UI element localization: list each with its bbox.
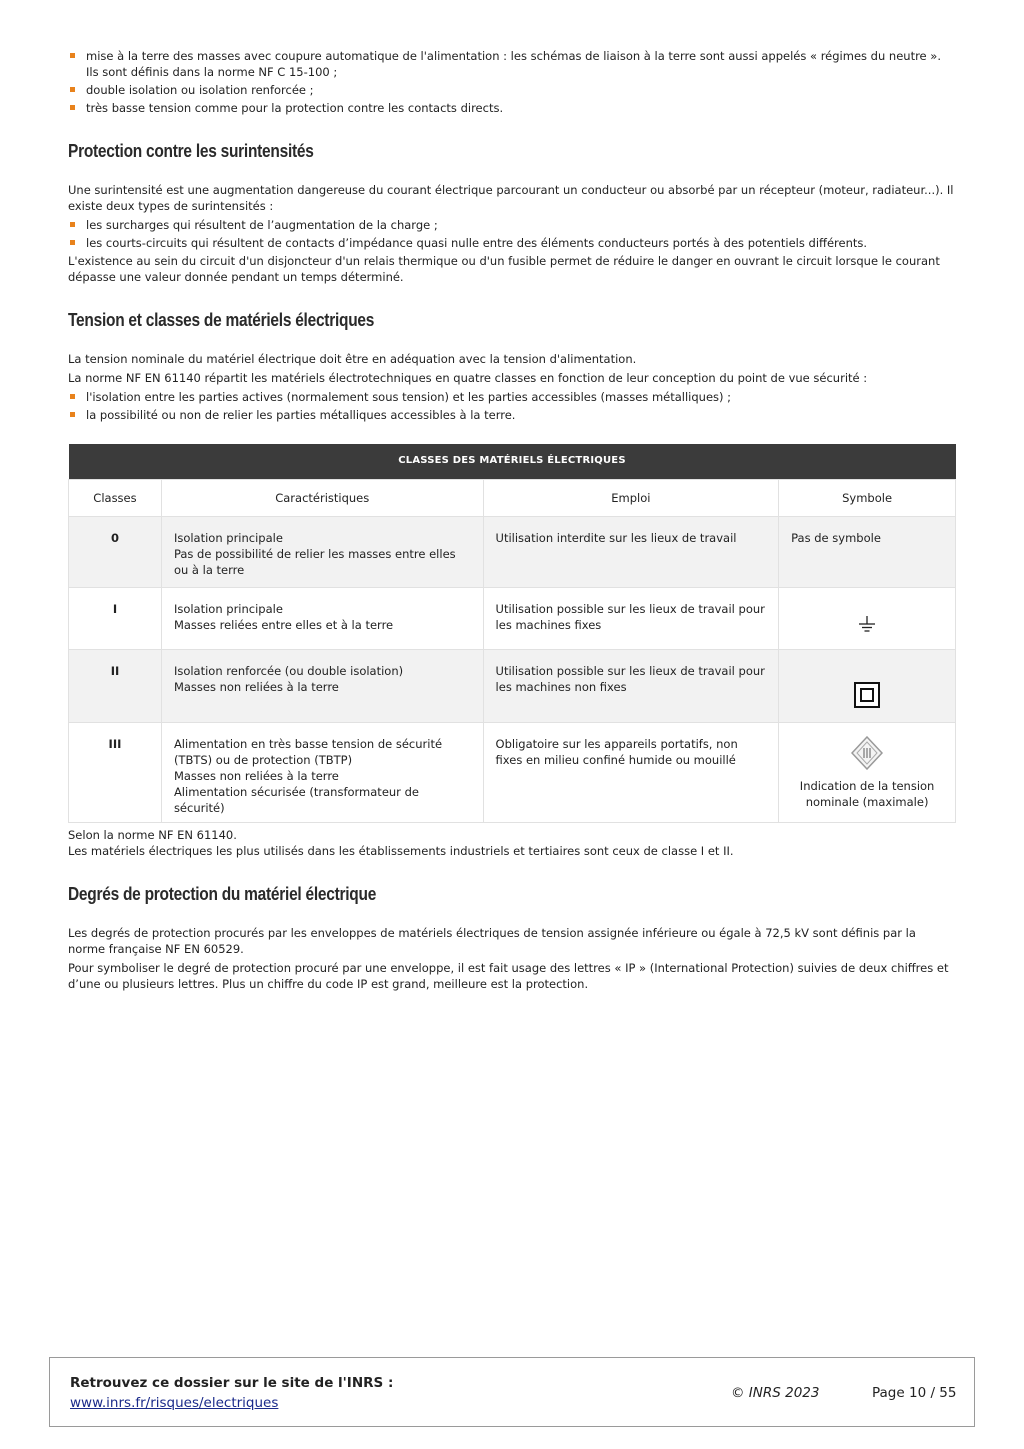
emploi-cell: Utilisation interdite sur les lieux de travail (483, 516, 779, 587)
table-row (69, 649, 956, 722)
table-caption: CLASSES DES MATÉRIELS ÉLECTRIQUES (69, 444, 956, 479)
table-row (69, 587, 956, 649)
list-item: mise à la terre des masses avec coupure automatique de l'alimentation : les schémas de liaison à la terre sont aussi appelés « régimes du neutre ». Ils sont définis dans la norme NF C 15-100 ; (68, 48, 956, 80)
footer-copyright: © INRS 2023 (731, 1385, 820, 1401)
list-item: la possibilité ou non de relier les parties métalliques accessibles à la terre. (68, 407, 956, 423)
section-heading-surintensites: Protection contre les surintensités (68, 141, 314, 161)
paragraph: La norme NF EN 61140 répartit les matériels électrotechniques en quatre classes en fonction de leur conception du point de vue sécurité : (68, 371, 868, 385)
bullet-square-icon (70, 222, 75, 227)
table-note: Les matériels électriques les plus utilisés dans les établissements industriels et tertiaires sont ceux de classe I et II. (68, 843, 734, 858)
class-cell: II (69, 649, 162, 722)
symbol-cell: Pas de symbole (779, 516, 956, 587)
table-header-row (69, 479, 956, 516)
bullet-square-icon (70, 394, 75, 399)
symbol-cell (779, 722, 956, 822)
column-header-symbole: Symbole (779, 479, 956, 516)
emploi-cell: Utilisation possible sur les lieux de travail pour les machines non fixes (483, 649, 779, 722)
class-cell: III (69, 722, 162, 822)
table-row (69, 722, 956, 822)
paragraph: Pour symboliser le degré de protection procuré par une enveloppe, il est fait usage des lettres « IP » (International Protection) suivies de deux chiffres et d’une ou plusieurs lettres. Plus un chiffre du code IP est grand, meilleure est la protection. (68, 960, 949, 991)
column-header-caracteristiques: Caractéristiques (161, 479, 483, 516)
caracteristiques-cell: Alimentation en très basse tension de sécurité (TBTS) ou de protection (TBTP) Masses non reliées à la terre Alimentation sécurisée (transformateur de sécurité) (161, 722, 483, 822)
table-row (69, 516, 956, 587)
symbol-caption: Indication de la tension nominale (maximale) (799, 779, 935, 809)
list-item: les courts-circuits qui résultent de contacts d’impédance quasi nulle entre des éléments conducteurs portés à des potentiels différents. (68, 235, 956, 251)
footer-link[interactable]: www.inrs.fr/risques/electriques (70, 1395, 279, 1411)
bullet-square-icon (70, 412, 75, 417)
list-item: très basse tension comme pour la protection contre les contacts directs. (68, 100, 956, 116)
surintensites-bullet-list (68, 217, 956, 251)
footer-title: Retrouvez ce dossier sur le site de l'INRS : (70, 1375, 394, 1391)
section-heading-degres: Degrés de protection du matériel électrique (68, 883, 377, 904)
classes-table (68, 444, 956, 823)
column-header-emploi: Emploi (483, 479, 779, 516)
symbol-cell (779, 649, 956, 722)
bullet-square-icon (70, 240, 75, 245)
list-item: les surcharges qui résultent de l’augmentation de la charge ; (68, 217, 956, 233)
emploi-cell: Utilisation possible sur les lieux de travail pour les machines fixes (483, 587, 779, 649)
tension-bullet-list (68, 389, 956, 423)
column-header-classes: Classes (69, 479, 162, 516)
paragraph: Les degrés de protection procurés par les enveloppes de matériels électriques de tension assignée inférieure ou égale à 72,5 kV sont définis par la norme française NF EN 60529. (68, 925, 916, 956)
document-body (68, 48, 956, 995)
caracteristiques-cell: Isolation renforcée (ou double isolation) Masses non reliées à la terre (161, 649, 483, 722)
paragraph: La tension nominale du matériel électrique doit être en adéquation avec la tension d'alimentation. (68, 352, 637, 366)
section-heading-tension: Tension et classes de matériels électriques (68, 310, 375, 330)
caracteristiques-cell: Isolation principale Masses reliées entre elles et à la terre (161, 587, 483, 649)
page-number: Page 10 / 55 (872, 1385, 957, 1401)
class-cell: 0 (69, 516, 162, 587)
paragraph: L'existence au sein du circuit d'un disjoncteur d'un relais thermique ou d'un fusible permet de réduire le danger en ouvrant le circuit lorsque le courant dépasse une valeur donnée pendant un temps déterminé. (68, 254, 940, 284)
caracteristiques-cell: Isolation principale Pas de possibilité de relier les masses entre elles ou à la terre (161, 516, 483, 587)
paragraph: Une surintensité est une augmentation dangereuse du courant électrique parcourant un conducteur ou absorbé par un récepteur (moteur, radiateur...). Il existe deux types de surintensités : (68, 183, 954, 213)
table-note: Selon la norme NF EN 61140. (68, 827, 237, 842)
bullet-square-icon (70, 105, 75, 110)
double-insulation-icon (854, 682, 880, 708)
emploi-cell: Obligatoire sur les appareils portatifs, non fixes en milieu confiné humide ou mouillé (483, 722, 779, 822)
list-item: double isolation ou isolation renforcée ; (68, 82, 956, 98)
class-cell: I (69, 587, 162, 649)
page-footer (49, 1357, 975, 1427)
class-iii-diamond-icon (851, 736, 883, 770)
list-item: l'isolation entre les parties actives (normalement sous tension) et les parties accessibles (masses métalliques) ; (68, 389, 956, 405)
bullet-square-icon (70, 53, 75, 58)
bullet-square-icon (70, 87, 75, 92)
intro-bullet-list (68, 48, 956, 116)
earth-symbol-icon (857, 614, 877, 634)
symbol-cell (779, 587, 956, 649)
